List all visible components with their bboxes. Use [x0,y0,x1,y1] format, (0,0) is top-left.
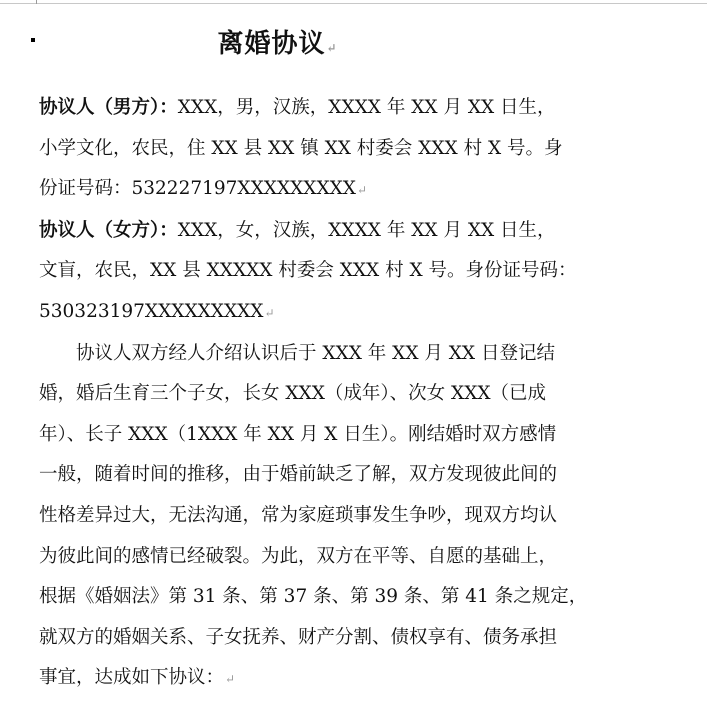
text-line: XXX，男，汉族，XXXX 年 XX 月 XX 日生， [177,97,556,118]
male-party-label: 协议人（男方）： [39,97,178,118]
document-body [39,88,599,700]
paragraph-return-icon: ↵ [225,672,236,687]
text-line: XXX，女，汉族，XXXX 年 XX 月 XX 日生， [177,219,556,241]
title-text: 离婚协议 [217,29,326,59]
text-line: 文盲，农民，XX 县 XXXXX 村委会 XXX 村 X 号。身份证号码： [39,260,577,282]
text-line: 小学文化，农民，住 XX 县 XX 镇 XX 村委会 XXX 村 X 号。身 [39,137,563,159]
text-line: 根据《婚姻法》第 31 条、第 37 条、第 39 条、第 41 条之规定， [39,586,588,608]
text-line: 性格差异过大，无法沟通，常为家庭琐事发生争吵，现双方均认 [39,504,558,526]
female-party-label: 协议人（女方）： [39,219,178,241]
text-line: 一般，随着时间的推移，由于婚前缺乏了解，双方发现彼此间的 [39,464,558,486]
text-line: 协议人双方经人介绍认识后于 XXX 年 XX 月 XX 日登记结 [76,342,555,364]
text-line: 530323197XXXXXXXXX [39,300,264,322]
paragraph-return-icon: ↵ [326,41,338,55]
page-top-border [0,3,707,4]
text-line: 年）、长子 XXX（1XXX 年 XX 月 X 日生）。刚结婚时双方感情 [39,423,557,445]
text-line: 就双方的婚姻关系、子女抚养、财产分割、债权享有、债务承担 [39,626,558,648]
text-line: 份证号码：532227197XXXXXXXXX [39,178,356,200]
document-title [0,24,707,68]
paragraph-background [39,334,599,700]
margin-corner-mark [36,0,37,4]
text-line: 为彼此间的感情已经破裂。为此，双方在平等、自愿的基础上， [39,545,558,567]
text-line: 事宜，达成如下协议： [39,667,225,689]
paragraph-return-icon: ↵ [356,183,368,198]
paragraph-female-party [39,211,599,334]
text-line: 婚，婚后生育三个子女，长女 XXX（成年）、次女 XXX（已成 [39,383,547,405]
paragraph-return-icon: ↵ [264,305,275,320]
paragraph-male-party [39,88,599,211]
